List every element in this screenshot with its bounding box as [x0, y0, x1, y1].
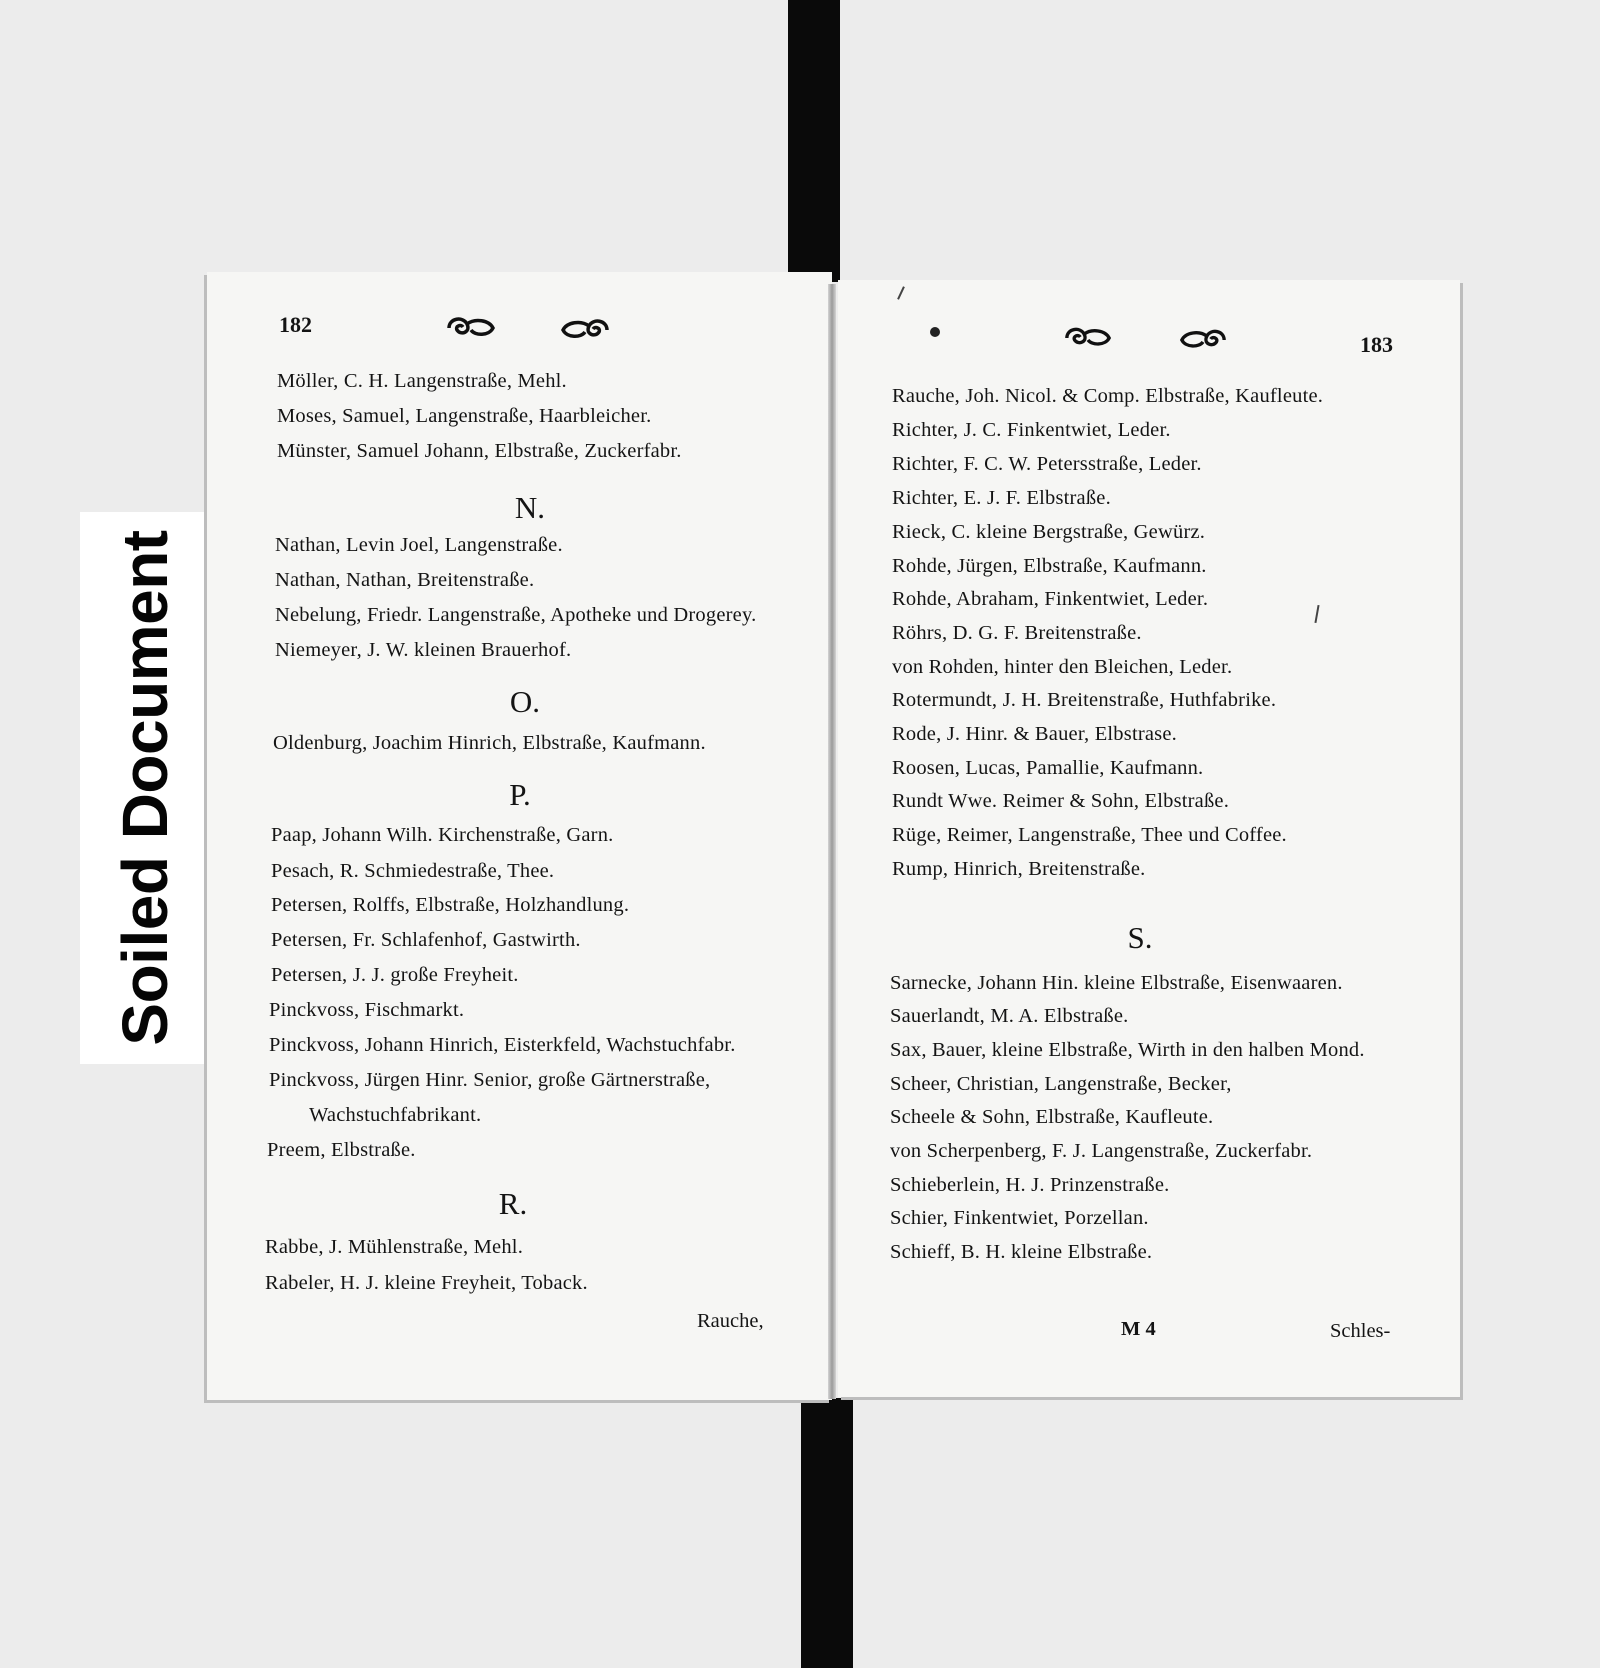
- ornament-right-icon: [559, 316, 611, 342]
- section-heading-o: O.: [509, 684, 541, 719]
- entry-line: Pinckvoss, Jürgen Hinr. Senior, große Gärtnerstraße,: [269, 1069, 711, 1091]
- ink-dot: [930, 327, 940, 337]
- entry-line: Richter, E. J. F. Elbstraße.: [892, 487, 1111, 509]
- soiled-document-label: Soiled Document: [109, 530, 181, 1046]
- section-heading-r: R.: [498, 1186, 528, 1221]
- entry-line: Moses, Samuel, Langenstraße, Haarbleicher.: [277, 405, 652, 427]
- entry-line: Rieck, C. kleine Bergstraße, Gewürz.: [892, 521, 1206, 543]
- entry-line: Richter, F. C. W. Petersstraße, Leder.: [892, 453, 1202, 475]
- entry-line: Nebelung, Friedr. Langenstraße, Apotheke und Drogerey.: [275, 604, 757, 626]
- entry-line: Rump, Hinrich, Breitenstraße.: [892, 858, 1146, 880]
- entry-line: Rotermundt, J. H. Breitenstraße, Huthfabrike.: [892, 689, 1277, 711]
- entry-line: Richter, J. C. Finkentwiet, Leder.: [892, 419, 1171, 441]
- catchword-right: Schles-: [1330, 1320, 1391, 1342]
- entry-line: Sauerlandt, M. A. Elbstraße.: [890, 1005, 1129, 1027]
- catchword-left: Rauche,: [697, 1310, 764, 1332]
- entry-line: Nathan, Nathan, Breitenstraße.: [275, 569, 535, 591]
- entry-line: Wachstuchfabrikant.: [309, 1104, 482, 1126]
- page-gutter: [828, 284, 836, 1399]
- ornament-left-icon: [1063, 324, 1113, 350]
- entry-line: Rabeler, H. J. kleine Freyheit, Toback.: [265, 1272, 588, 1294]
- entry-line: Rohde, Jürgen, Elbstraße, Kaufmann.: [892, 555, 1207, 577]
- entry-line: Rüge, Reimer, Langenstraße, Thee und Coffee.: [892, 824, 1287, 846]
- binding-strip-top: [788, 0, 840, 282]
- ornament-right-icon: [1178, 326, 1228, 352]
- entry-line: Rauche, Joh. Nicol. & Comp. Elbstraße, Kaufleute.: [892, 385, 1324, 407]
- entry-line: Sarnecke, Johann Hin. kleine Elbstraße, Eisenwaaren.: [890, 972, 1343, 994]
- entry-line: Pinckvoss, Johann Hinrich, Eisterkfeld, Wachstuchfabr.: [269, 1034, 736, 1056]
- ornament-left-icon: [445, 314, 497, 340]
- entry-line: Rode, J. Hinr. & Bauer, Elbstrase.: [892, 723, 1177, 745]
- right-page: [838, 280, 1460, 1397]
- page-number-right: 183: [1360, 332, 1393, 357]
- signature-mark: M 4: [1121, 1318, 1156, 1340]
- entry-line: Münster, Samuel Johann, Elbstraße, Zuckerfabr.: [277, 440, 682, 462]
- entry-line: Rabbe, J. Mühlenstraße, Mehl.: [265, 1236, 524, 1258]
- section-heading-n: N.: [514, 490, 546, 525]
- entry-line: Rohde, Abraham, Finkentwiet, Leder.: [892, 588, 1209, 610]
- entry-line: Petersen, J. J. große Freyheit.: [271, 964, 519, 986]
- page-number-left: 182: [279, 312, 312, 337]
- entry-line: Petersen, Fr. Schlafenhof, Gastwirth.: [271, 929, 581, 951]
- entry-line: Nathan, Levin Joel, Langenstraße.: [275, 534, 563, 556]
- binding-strip-bottom: [801, 1398, 853, 1668]
- section-heading-p: P.: [509, 777, 531, 812]
- entry-line: Paap, Johann Wilh. Kirchenstraße, Garn.: [271, 824, 614, 846]
- entry-line: Pinckvoss, Fischmarkt.: [269, 999, 465, 1021]
- entry-line: Niemeyer, J. W. kleinen Brauerhof.: [275, 639, 572, 661]
- entry-line: Schieberlein, H. J. Prinzenstraße.: [890, 1174, 1170, 1196]
- left-page: [207, 272, 832, 1400]
- entry-line: von Rohden, hinter den Bleichen, Leder.: [892, 656, 1233, 678]
- entry-line: Oldenburg, Joachim Hinrich, Elbstraße, Kaufmann.: [273, 732, 706, 754]
- entry-line: Möller, C. H. Langenstraße, Mehl.: [277, 370, 567, 392]
- entry-line: Rundt Wwe. Reimer & Sohn, Elbstraße.: [892, 790, 1230, 812]
- entry-line: Petersen, Rolffs, Elbstraße, Holzhandlung.: [271, 894, 630, 916]
- entry-line: Pesach, R. Schmiedestraße, Thee.: [271, 860, 555, 882]
- stray-mark: [897, 286, 905, 300]
- stray-mark: [1314, 605, 1319, 623]
- entry-line: von Scherpenberg, F. J. Langenstraße, Zuckerfabr.: [890, 1140, 1313, 1162]
- entry-line: Scheele & Sohn, Elbstraße, Kaufleute.: [890, 1106, 1214, 1128]
- entry-line: Sax, Bauer, kleine Elbstraße, Wirth in den halben Mond.: [890, 1039, 1365, 1061]
- section-heading-s: S.: [1127, 920, 1153, 955]
- entry-line: Preem, Elbstraße.: [267, 1139, 416, 1161]
- entry-line: Scheer, Christian, Langenstraße, Becker,: [890, 1073, 1232, 1095]
- entry-line: Schieff, B. H. kleine Elbstraße.: [890, 1241, 1153, 1263]
- entry-line: Roosen, Lucas, Pamallie, Kaufmann.: [892, 757, 1204, 779]
- entry-line: Röhrs, D. G. F. Breitenstraße.: [892, 622, 1142, 644]
- entry-line: Schier, Finkentwiet, Porzellan.: [890, 1207, 1149, 1229]
